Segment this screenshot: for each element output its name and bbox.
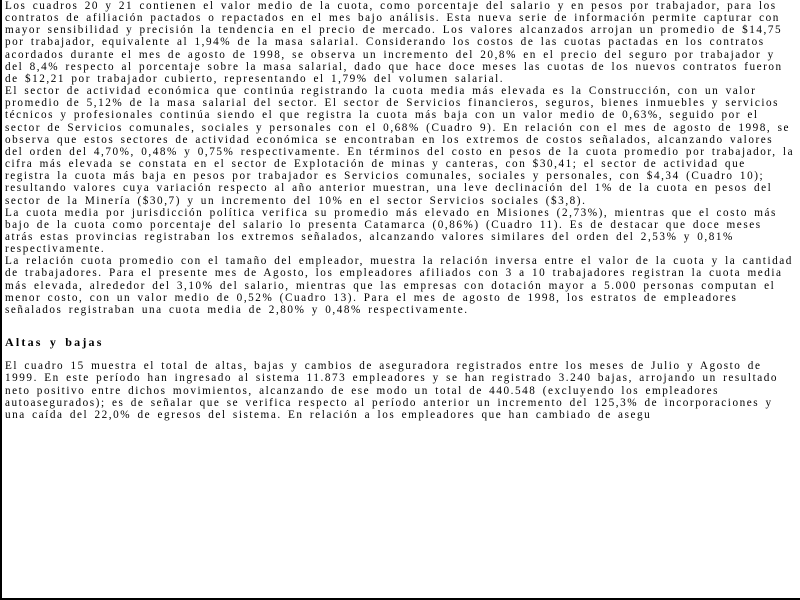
paragraph-sector-actividad: El sector de actividad económica que continúa registrando la cuota media más elevada es la Construcción, con un valor promedio de 5,12% de la masa salarial del sector. El sector de Servicios financieros, seguros, bienes inmuebles y servicios técnicos y profesionales continúa siendo el que registra la cuota más baja con un valor medio de 0,63%, seguido por el sector de Servicios comunales, sociales y personales con el 0,68% (Cuadro 9). En relación con el mes de agosto de 1998, se observa que estos sectores de actividad económica se encontraban en los extremos de costos señalados, alcanzando valores del orden del 4,70%, 0,48% y 0,75% respectivamente. En términos del costo en pesos de la cuota promedio por trabajador, la cifra más elevada se constata en el sector de Explotación de minas y canteras, con $30,41; el sector de actividad que registra la cuota más baja en pesos por trabajador es Servicios comunales, sociales y personales, con $4,34 (Cuadro 10); resultando valores cuya variación respecto al año anterior muestran, una leve declinación del 1% de la cuota en pesos del sector de la Minería ($30,7) y un incremento del 10% en el sector Servicios sociales ($3,8). — [5, 85, 795, 207]
paragraph-jurisdiccion: La cuota media por jurisdicción política verifica su promedio más elevado en Misiones (2,73%), mientras que el costo más bajo de la cuota como porcentaje del salario lo presenta Catamarca (0,86%) (Cuadro 11). Es de destacar que doce meses atrás estas provincias registraban los extremos señalados, alcanzando valores similares del orden del 2,53% y 0,81% respectivamente. — [5, 206, 777, 256]
document-page — [5, 0, 795, 421]
paragraph-tamano-empleador: La relación cuota promedio con el tamaño del empleador, muestra la relación inversa entre el valor de la cuota y la cantidad de trabajadores. Para el presente mes de Agosto, los empleadores afiliados con 3 a 10 trabajadores registran la cuota media más elevada, alrededor del 3,10% del salario, mientras que las empresas con dotación mayor a 5.000 personas computan el menor costo, con un valor medio de 0,52% (Cuadro 13). Para el mes de agosto de 1998, los estratos de empleadores señalados registraban una cuota media de 2,80% y 0,48% respectivamente. — [5, 255, 793, 316]
paragraph-altas-bajas: El cuadro 15 muestra el total de altas, bajas y cambios de aseguradora registrados entre los meses de Julio y Agosto de 1999. En este período han ingresado al sistema 11.873 empleadores y se han registrado 3.240 bajas, arrojando un resultado neto positivo entre dichos movimientos, alcanzando de ese modo un total de 440.548 (excluyendo los empleadores autoasegurados); es de señalar que se verifica respecto al período anterior un incremento del 125,3% de incorporaciones y una caída del 22,0% de egresos del sistema. En relación a los empleadores que han cambiado de asegu — [5, 360, 779, 421]
paragraph-cuota-media: Los cuadros 20 y 21 contienen el valor medio de la cuota, como porcentaje del salario y en pesos por trabajador, para los contratos de afiliación pactados o repactados en el mes bajo análisis. Esta nueva serie de información permite capturar con mayor sensibilidad y precisión la tendencia en el precio de mercado. Los valores alcanzados arrojan un promedio de $14,75 por trabajador, equivalente al 1,94% de la masa salarial. Considerando los costos de las cuotas pactadas en los contratos acordados durante el mes de agosto de 1998, se observa un incremento del 20,8% en el precio del seguro por trabajador y del 8,4% respecto al porcentaje sobre la masa salarial, dado que hace doce meses las cuotas de los nuevos contratos fueron de $12,21 por trabajador cubierto, representando el 1,79% del volumen salarial. — [5, 0, 783, 85]
section-heading-altas-bajas: Altas y bajas — [5, 335, 104, 350]
